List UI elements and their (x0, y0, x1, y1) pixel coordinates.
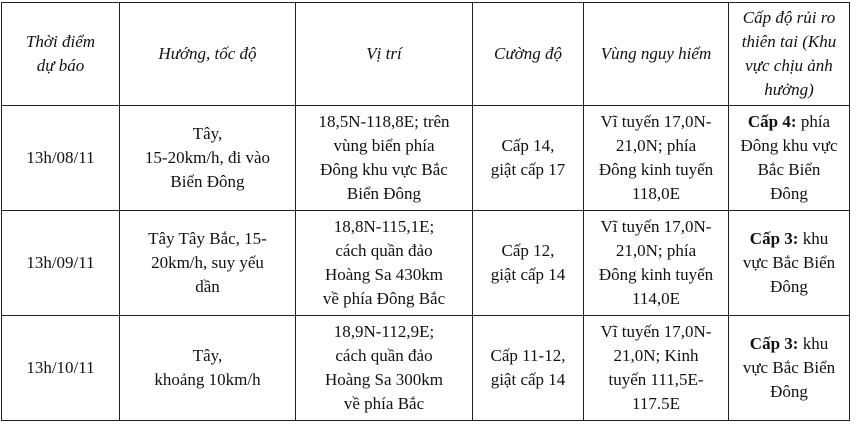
cell-intensity: Cấp 14, giật cấp 17 (473, 106, 584, 211)
forecast-table (1, 2, 850, 421)
cell-risk (729, 316, 850, 421)
cell-direction: Tây, 15-20km/h, đi vào Biển Đông (120, 106, 296, 211)
cell-position: 18,5N-118,8E; trên vùng biển phía Đông khu vực Bắc Biển Đông (296, 106, 473, 211)
risk-area-text: khu vực Bắc Biển Đông (742, 334, 836, 401)
header-risk-level: Cấp độ rủi ro thiên tai (Khu vực chịu ảnh hưởng) (729, 3, 850, 106)
cell-danger-zone: Vĩ tuyến 17,0N- 21,0N; Kinh tuyến 111,5E- 117.5E (584, 316, 729, 421)
header-position: Vị trí (296, 3, 473, 106)
cell-time: 13h/10/11 (2, 316, 120, 421)
header-forecast-time: Thời điểm dự báo (2, 3, 120, 106)
cell-position: 18,8N-115,1E; cách quần đảo Hoàng Sa 430km về phía Đông Bắc (296, 211, 473, 316)
cell-intensity: Cấp 11-12, giật cấp 14 (473, 316, 584, 421)
cell-risk (729, 211, 850, 316)
risk-level-label: Cấp 3: (749, 334, 799, 353)
cell-time: 13h/08/11 (2, 106, 120, 211)
table-row (2, 211, 850, 316)
table-row (2, 106, 850, 211)
header-direction-speed: Hướng, tốc độ (120, 3, 296, 106)
risk-area-text: phía Đông khu vực Bắc Biển Đông (740, 112, 838, 203)
cell-direction: Tây, khoảng 10km/h (120, 316, 296, 421)
cell-direction: Tây Tây Bắc, 15- 20km/h, suy yếu dần (120, 211, 296, 316)
header-danger-zone: Vùng nguy hiểm (584, 3, 729, 106)
risk-level-label: Cấp 3: (749, 229, 799, 248)
cell-intensity: Cấp 12, giật cấp 14 (473, 211, 584, 316)
cell-danger-zone: Vĩ tuyến 17,0N- 21,0N; phía Đông kinh tuyến 118,0E (584, 106, 729, 211)
cell-position: 18,9N-112,9E; cách quần đảo Hoàng Sa 300km về phía Bắc (296, 316, 473, 421)
risk-area-text: khu vực Bắc Biển Đông (742, 229, 836, 296)
cell-risk (729, 106, 850, 211)
table-header-row (2, 3, 850, 106)
risk-level-label: Cấp 4: (747, 112, 797, 131)
table-row (2, 316, 850, 421)
cell-time: 13h/09/11 (2, 211, 120, 316)
header-intensity: Cường độ (473, 3, 584, 106)
cell-danger-zone: Vĩ tuyến 17,0N- 21,0N; phía Đông kinh tuyến 114,0E (584, 211, 729, 316)
